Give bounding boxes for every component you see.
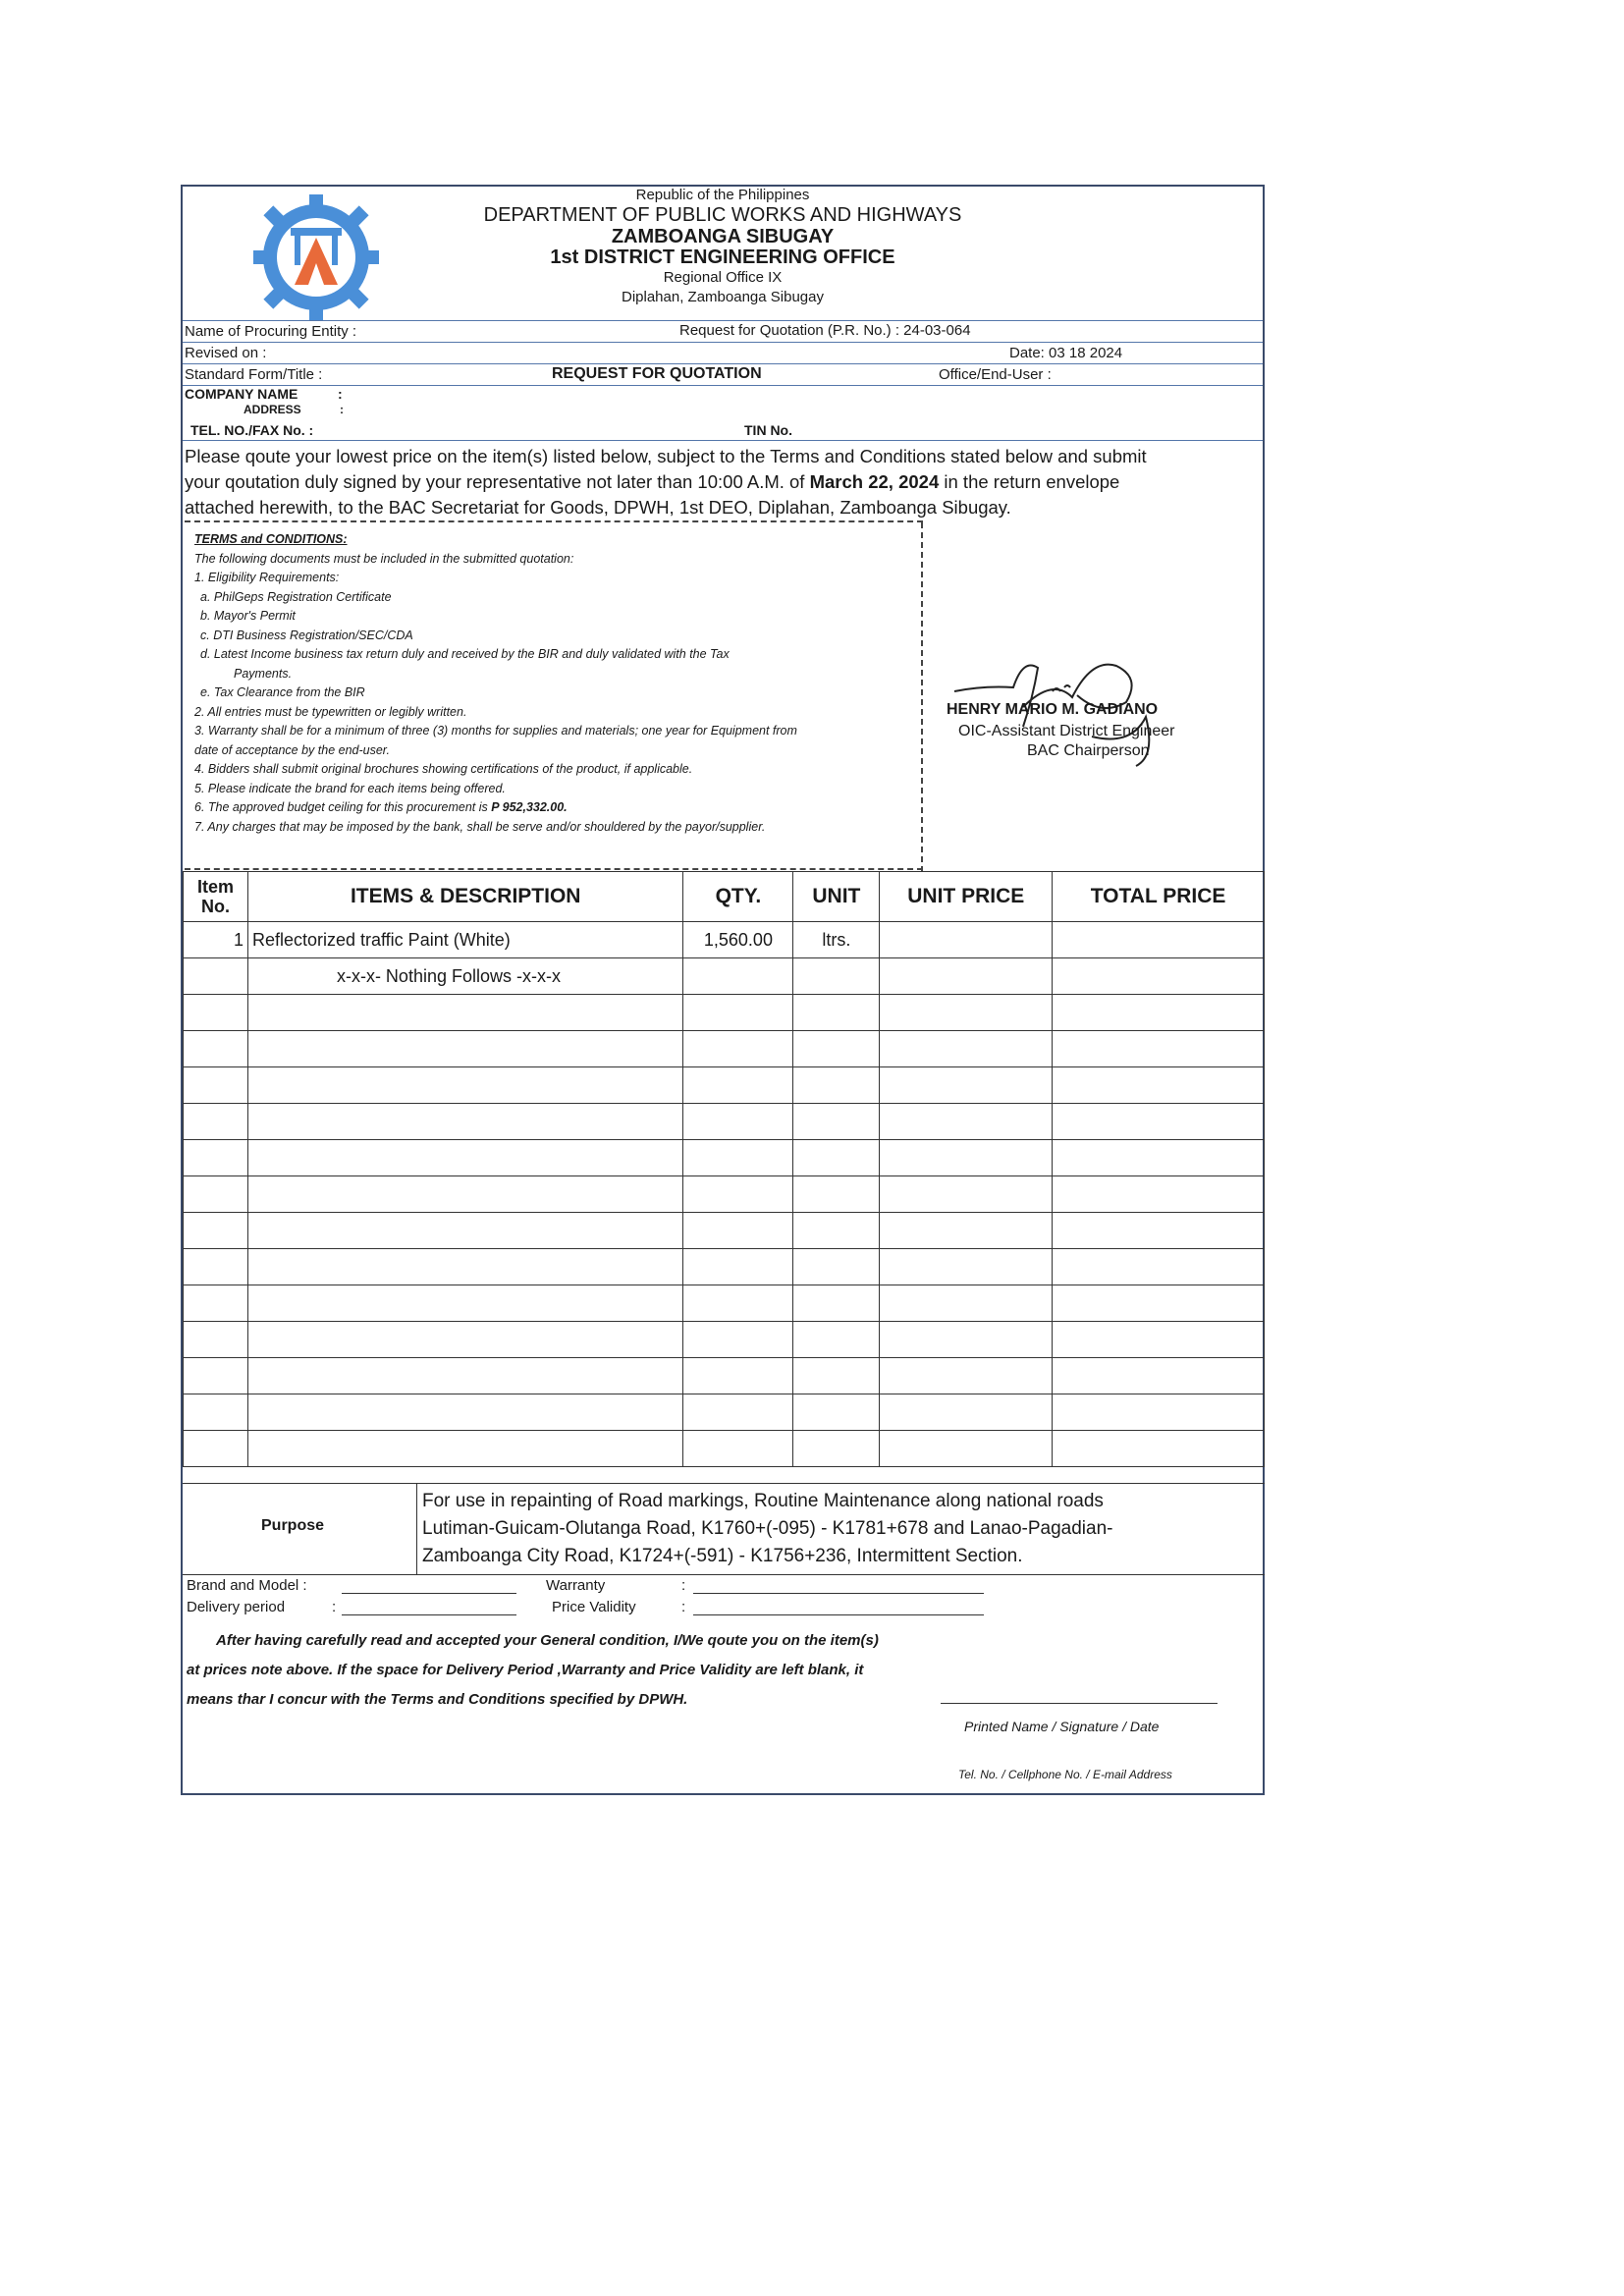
statement-line: at prices note above. If the space for Delivery Period ,Warranty and Price Validity are left blank, it: [187, 1662, 864, 1678]
table-row: [184, 1285, 1265, 1322]
office-user-label: Office/End-User :: [939, 366, 1052, 383]
col-header-total-price: TOTAL PRICE: [1053, 872, 1265, 922]
warranty-field[interactable]: [693, 1593, 984, 1594]
delivery-period-label: Delivery period: [187, 1599, 286, 1615]
budget-ceiling: P 952,332.00.: [491, 800, 568, 814]
company-label: COMPANY NAME: [185, 386, 298, 402]
acceptance-statement: [187, 1626, 1257, 1715]
table-row: [184, 1394, 1265, 1431]
item-no: 1: [184, 922, 248, 958]
table-row: [184, 1031, 1265, 1067]
region-text: Regional Office IX: [663, 269, 783, 286]
purpose-label: Purpose: [261, 1517, 325, 1534]
nothing-follows: x-x-x- Nothing Follows -x-x-x: [247, 958, 683, 995]
brand-model-label: Brand and Model :: [187, 1577, 307, 1594]
rfq-number: Request for Quotation (P.R. No.) : 24-03-064: [679, 322, 971, 339]
signatory-role: BAC Chairperson: [1027, 742, 1150, 759]
terms-line: a. PhilGeps Registration Certificate: [200, 589, 392, 604]
location-text: Diplahan, Zamboanga Sibugay: [622, 289, 824, 305]
terms-line: c. DTI Business Registration/SEC/CDA: [200, 628, 413, 642]
delivery-colon: :: [332, 1599, 337, 1615]
tel-label: TEL. NO./FAX No. :: [190, 422, 314, 438]
table-row: [184, 1249, 1265, 1285]
terms-line: 3. Warranty shall be for a minimum of three (3) months for supplies and materials; one year for Equipment from: [194, 724, 797, 738]
purpose-line: For use in repainting of Road markings, Routine Maintenance along national roads: [422, 1491, 1104, 1511]
department-name: DEPARTMENT OF PUBLIC WORKS AND HIGHWAYS: [483, 204, 962, 226]
table-row: [184, 1431, 1265, 1467]
date-label: Date: 03 18 2024: [1009, 345, 1123, 361]
col-header-item-no: Item No.: [184, 872, 248, 922]
revised-label: Revised on :: [185, 345, 267, 361]
contact-caption: Tel. No. / Cellphone No. / E-mail Address: [958, 1768, 1172, 1781]
company-colon: :: [338, 386, 343, 402]
form-title: REQUEST FOR QUOTATION: [552, 365, 762, 382]
intro-paragraph: [185, 444, 1261, 520]
terms-line: e. Tax Clearance from the BIR: [200, 685, 365, 699]
terms-line: 2. All entries must be typewritten or legibly written.: [194, 704, 467, 719]
deadline-date: March 22, 2024: [809, 471, 940, 492]
form-label: Standard Form/Title :: [185, 366, 323, 383]
table-row: [184, 1067, 1265, 1104]
col-header-qty: QTY.: [683, 872, 793, 922]
table-row: [184, 1176, 1265, 1213]
terms-line: Payments.: [234, 666, 293, 681]
terms-line: 4. Bidders shall submit original brochures showing certifications of the product, if applicable.: [194, 762, 693, 776]
purpose-section: [183, 1483, 1265, 1575]
item-unit: ltrs.: [793, 922, 880, 958]
table-row: [184, 1140, 1265, 1176]
col-header-unit-price: UNIT PRICE: [880, 872, 1053, 922]
unit-price-cell[interactable]: [880, 922, 1053, 958]
purpose-line: Lutiman-Guicam-Olutanga Road, K1760+(-095) - K1781+678 and Lanao-Pagadian-: [422, 1518, 1113, 1539]
price-validity-field[interactable]: [693, 1614, 984, 1615]
terms-box: [194, 530, 911, 837]
terms-line: 5. Please indicate the brand for each items being offered.: [194, 781, 506, 795]
signature-line[interactable]: [941, 1703, 1218, 1704]
table-row: [184, 922, 1265, 958]
items-table: [183, 871, 1265, 1467]
terms-line: 6. The approved budget ceiling for this procurement is P 952,332.00.: [194, 800, 568, 814]
terms-line: The following documents must be included in the submitted quotation:: [194, 551, 574, 566]
brand-model-field[interactable]: [342, 1593, 516, 1594]
signature-caption: Printed Name / Signature / Date: [964, 1719, 1160, 1734]
col-header-unit: UNIT: [793, 872, 880, 922]
col-header-description: ITEMS & DESCRIPTION: [247, 872, 683, 922]
statement-line: After having carefully read and accepted your General condition, I/We qoute you on the item(s): [216, 1632, 879, 1649]
address-colon: :: [340, 403, 344, 416]
table-header-row: [184, 872, 1265, 922]
office-name: 1st DISTRICT ENGINEERING OFFICE: [550, 246, 895, 268]
terms-line: d. Latest Income business tax return duly and received by the BIR and duly validated with the Tax: [200, 647, 730, 661]
republic-text: Republic of the Philippines: [635, 187, 810, 203]
signatory-title: OIC-Assistant District Engineer: [958, 723, 1175, 739]
warranty-colon: :: [681, 1577, 686, 1594]
purpose-text: [422, 1488, 1112, 1570]
table-row: [184, 958, 1265, 995]
validity-colon: :: [681, 1599, 686, 1615]
province-name: ZAMBOANGA SIBUGAY: [611, 226, 835, 247]
rfq-form: [181, 185, 1265, 1795]
tin-label: TIN No.: [744, 422, 792, 438]
table-row: [184, 1213, 1265, 1249]
intro-line-1: Please qoute your lowest price on the item(s) listed below, subject to the Terms and Conditions stated below and submit: [185, 446, 1147, 466]
table-row: [184, 1358, 1265, 1394]
terms-line: 7. Any charges that may be imposed by the bank, shall be serve and/or shouldered by the payor/supplier.: [194, 819, 766, 834]
delivery-period-field[interactable]: [342, 1614, 516, 1615]
table-row: [184, 995, 1265, 1031]
terms-line: b. Mayor's Permit: [200, 609, 296, 623]
terms-line: 1. Eligibility Requirements:: [194, 571, 340, 584]
item-description: Reflectorized traffic Paint (White): [247, 922, 683, 958]
warranty-label: Warranty: [546, 1577, 606, 1594]
terms-title: TERMS and CONDITIONS:: [194, 532, 348, 546]
signatory-name: HENRY MARIO M. GADIANO: [947, 701, 1159, 718]
table-row: [184, 1322, 1265, 1358]
table-row: [184, 1104, 1265, 1140]
total-price-cell[interactable]: [1053, 922, 1265, 958]
address-label: ADDRESS: [244, 403, 301, 416]
item-qty: 1,560.00: [683, 922, 793, 958]
intro-line-3: attached herewith, to the BAC Secretariat for Goods, DPWH, 1st DEO, Diplahan, Zamboanga Sibugay.: [185, 497, 1011, 518]
procuring-entity-label: Name of Procuring Entity :: [185, 323, 357, 340]
statement-line: means thar I concur with the Terms and Conditions specified by DPWH.: [187, 1691, 688, 1708]
terms-line: date of acceptance by the end-user.: [194, 742, 390, 757]
intro-line-2: your qoutation duly signed by your representative not later than 10:00 A.M. of March 22, 2024 in the return envelope: [185, 471, 1120, 492]
purpose-line: Zamboanga City Road, K1724+(-591) - K1756+236, Intermittent Section.: [422, 1546, 1023, 1566]
price-validity-label: Price Validity: [552, 1599, 636, 1615]
